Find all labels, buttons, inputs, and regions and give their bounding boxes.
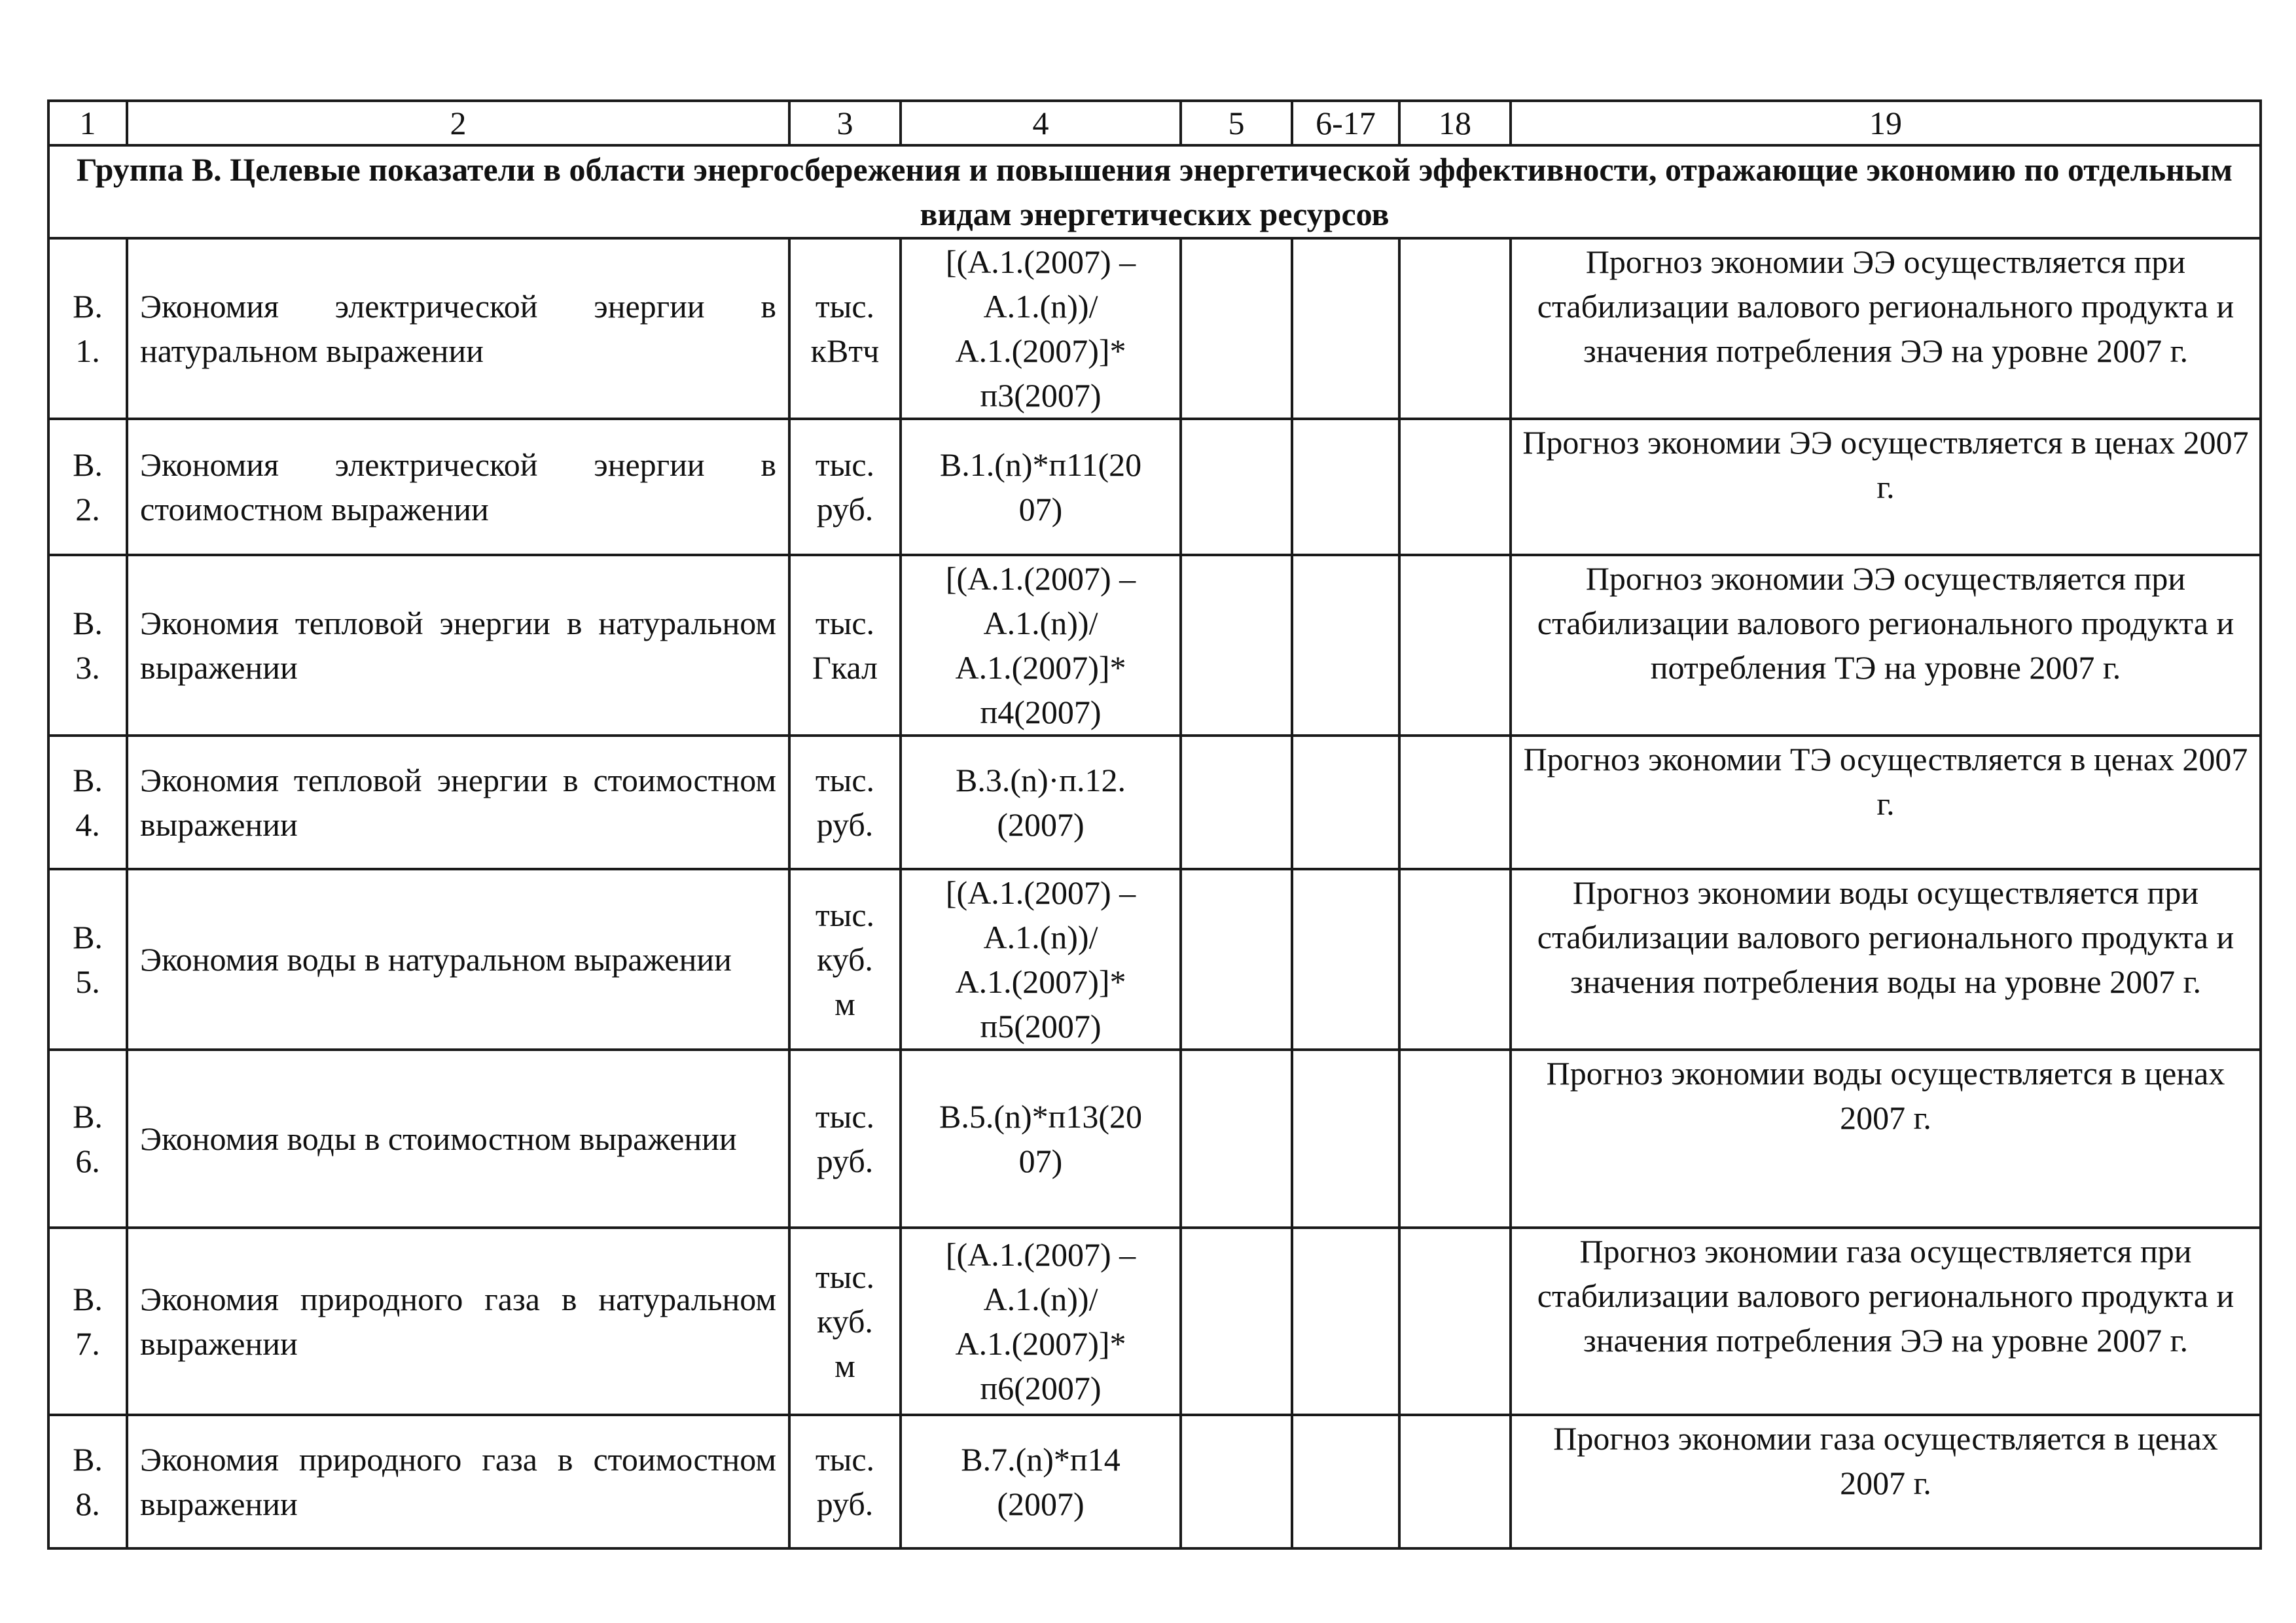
- empty-cell: [1181, 419, 1292, 555]
- row-number: В. 4.: [48, 736, 127, 869]
- table-row: [48, 238, 2261, 419]
- table-row: [48, 419, 2261, 555]
- unit-cell: тыс. кВтч: [789, 238, 901, 419]
- row-number: В. 1.: [48, 238, 127, 419]
- note-cell: Прогноз экономии воды осуществляется в ценах 2007 г.: [1511, 1050, 2261, 1228]
- column-header: 1: [48, 101, 127, 145]
- empty-cell: [1399, 238, 1511, 419]
- table-row: [48, 1050, 2261, 1228]
- empty-cell: [1399, 555, 1511, 736]
- empty-cell: [1292, 1228, 1399, 1415]
- formula-cell: [(А.1.(2007) – А.1.(n))/ А.1.(2007)]* п4(2007): [901, 555, 1181, 736]
- empty-cell: [1292, 869, 1399, 1050]
- empty-cell: [1292, 238, 1399, 419]
- group-title: Группа В. Целевые показатели в области энергосбережения и повышения энергетической эффективности, отражающие экономию по отдельным видам энергетических ресурсов: [48, 145, 2261, 238]
- empty-cell: [1292, 1415, 1399, 1548]
- indicator-name: Экономия тепловой энергии в стоимостном выражении: [127, 736, 789, 869]
- row-number: В. 2.: [48, 419, 127, 555]
- empty-cell: [1181, 1415, 1292, 1548]
- note-cell: Прогноз экономии ЭЭ осуществляется при стабилизации валового регионального продукта и значения потребления ЭЭ на уровне 2007 г.: [1511, 238, 2261, 419]
- empty-cell: [1181, 1050, 1292, 1228]
- column-header: 18: [1399, 101, 1511, 145]
- row-number: В. 8.: [48, 1415, 127, 1548]
- unit-cell: тыс. руб.: [789, 419, 901, 555]
- column-header: 4: [901, 101, 1181, 145]
- column-header: 5: [1181, 101, 1292, 145]
- group-header-row: [48, 145, 2261, 238]
- indicator-name: Экономия электрической энергии в натуральном выражении: [127, 238, 789, 419]
- unit-cell: тыс. Гкал: [789, 555, 901, 736]
- empty-cell: [1399, 1228, 1511, 1415]
- empty-cell: [1181, 869, 1292, 1050]
- formula-cell: В.1.(n)*п11(20 07): [901, 419, 1181, 555]
- unit-cell: тыс. руб.: [789, 1415, 901, 1548]
- column-header: 19: [1511, 101, 2261, 145]
- table-row: [48, 1415, 2261, 1548]
- empty-cell: [1399, 869, 1511, 1050]
- indicators-table: [47, 99, 2262, 1550]
- unit-cell: тыс. руб.: [789, 736, 901, 869]
- row-number: В. 5.: [48, 869, 127, 1050]
- column-number-header-row: [48, 101, 2261, 145]
- column-header: 3: [789, 101, 901, 145]
- row-number: В. 7.: [48, 1228, 127, 1415]
- unit-cell: тыс. руб.: [789, 1050, 901, 1228]
- formula-cell: [(А.1.(2007) – А.1.(n))/ А.1.(2007)]* п3(2007): [901, 238, 1181, 419]
- empty-cell: [1399, 1050, 1511, 1228]
- indicator-name: Экономия воды в стоимостном выражении: [127, 1050, 789, 1228]
- note-cell: Прогноз экономии газа осуществляется при стабилизации валового регионального продукта и значения потребления ЭЭ на уровне 2007 г.: [1511, 1228, 2261, 1415]
- empty-cell: [1181, 736, 1292, 869]
- empty-cell: [1292, 736, 1399, 869]
- formula-cell: [(А.1.(2007) – А.1.(n))/ А.1.(2007)]* п5(2007): [901, 869, 1181, 1050]
- table-row: [48, 736, 2261, 869]
- empty-cell: [1181, 238, 1292, 419]
- unit-cell: тыс. куб. м: [789, 869, 901, 1050]
- formula-cell: [(А.1.(2007) – А.1.(n))/ А.1.(2007)]* п6(2007): [901, 1228, 1181, 1415]
- empty-cell: [1181, 555, 1292, 736]
- column-header: 6-17: [1292, 101, 1399, 145]
- empty-cell: [1292, 555, 1399, 736]
- formula-cell: В.3.(n)·п.12. (2007): [901, 736, 1181, 869]
- row-number: В. 3.: [48, 555, 127, 736]
- note-cell: Прогноз экономии газа осуществляется в ценах 2007 г.: [1511, 1415, 2261, 1548]
- empty-cell: [1292, 419, 1399, 555]
- indicator-name: Экономия электрической энергии в стоимостном выражении: [127, 419, 789, 555]
- empty-cell: [1292, 1050, 1399, 1228]
- column-header: 2: [127, 101, 789, 145]
- empty-cell: [1399, 419, 1511, 555]
- empty-cell: [1399, 736, 1511, 869]
- row-number: В. 6.: [48, 1050, 127, 1228]
- table-row: [48, 869, 2261, 1050]
- formula-cell: В.7.(n)*п14 (2007): [901, 1415, 1181, 1548]
- indicator-name: Экономия воды в натуральном выражении: [127, 869, 789, 1050]
- note-cell: Прогноз экономии ЭЭ осуществляется при стабилизации валового регионального продукта и потребления ТЭ на уровне 2007 г.: [1511, 555, 2261, 736]
- formula-cell: В.5.(n)*п13(20 07): [901, 1050, 1181, 1228]
- note-cell: Прогноз экономии воды осуществляется при стабилизации валового регионального продукта и значения потребления воды на уровне 2007 г.: [1511, 869, 2261, 1050]
- unit-cell: тыс. куб. м: [789, 1228, 901, 1415]
- empty-cell: [1181, 1228, 1292, 1415]
- note-cell: Прогноз экономии ЭЭ осуществляется в ценах 2007 г.: [1511, 419, 2261, 555]
- indicator-name: Экономия тепловой энергии в натуральном выражении: [127, 555, 789, 736]
- table-row: [48, 555, 2261, 736]
- empty-cell: [1399, 1415, 1511, 1548]
- table-row: [48, 1228, 2261, 1415]
- note-cell: Прогноз экономии ТЭ осуществляется в ценах 2007 г.: [1511, 736, 2261, 869]
- indicator-name: Экономия природного газа в натуральном выражении: [127, 1228, 789, 1415]
- document-page: [47, 99, 2259, 1550]
- indicator-name: Экономия природного газа в стоимостном выражении: [127, 1415, 789, 1548]
